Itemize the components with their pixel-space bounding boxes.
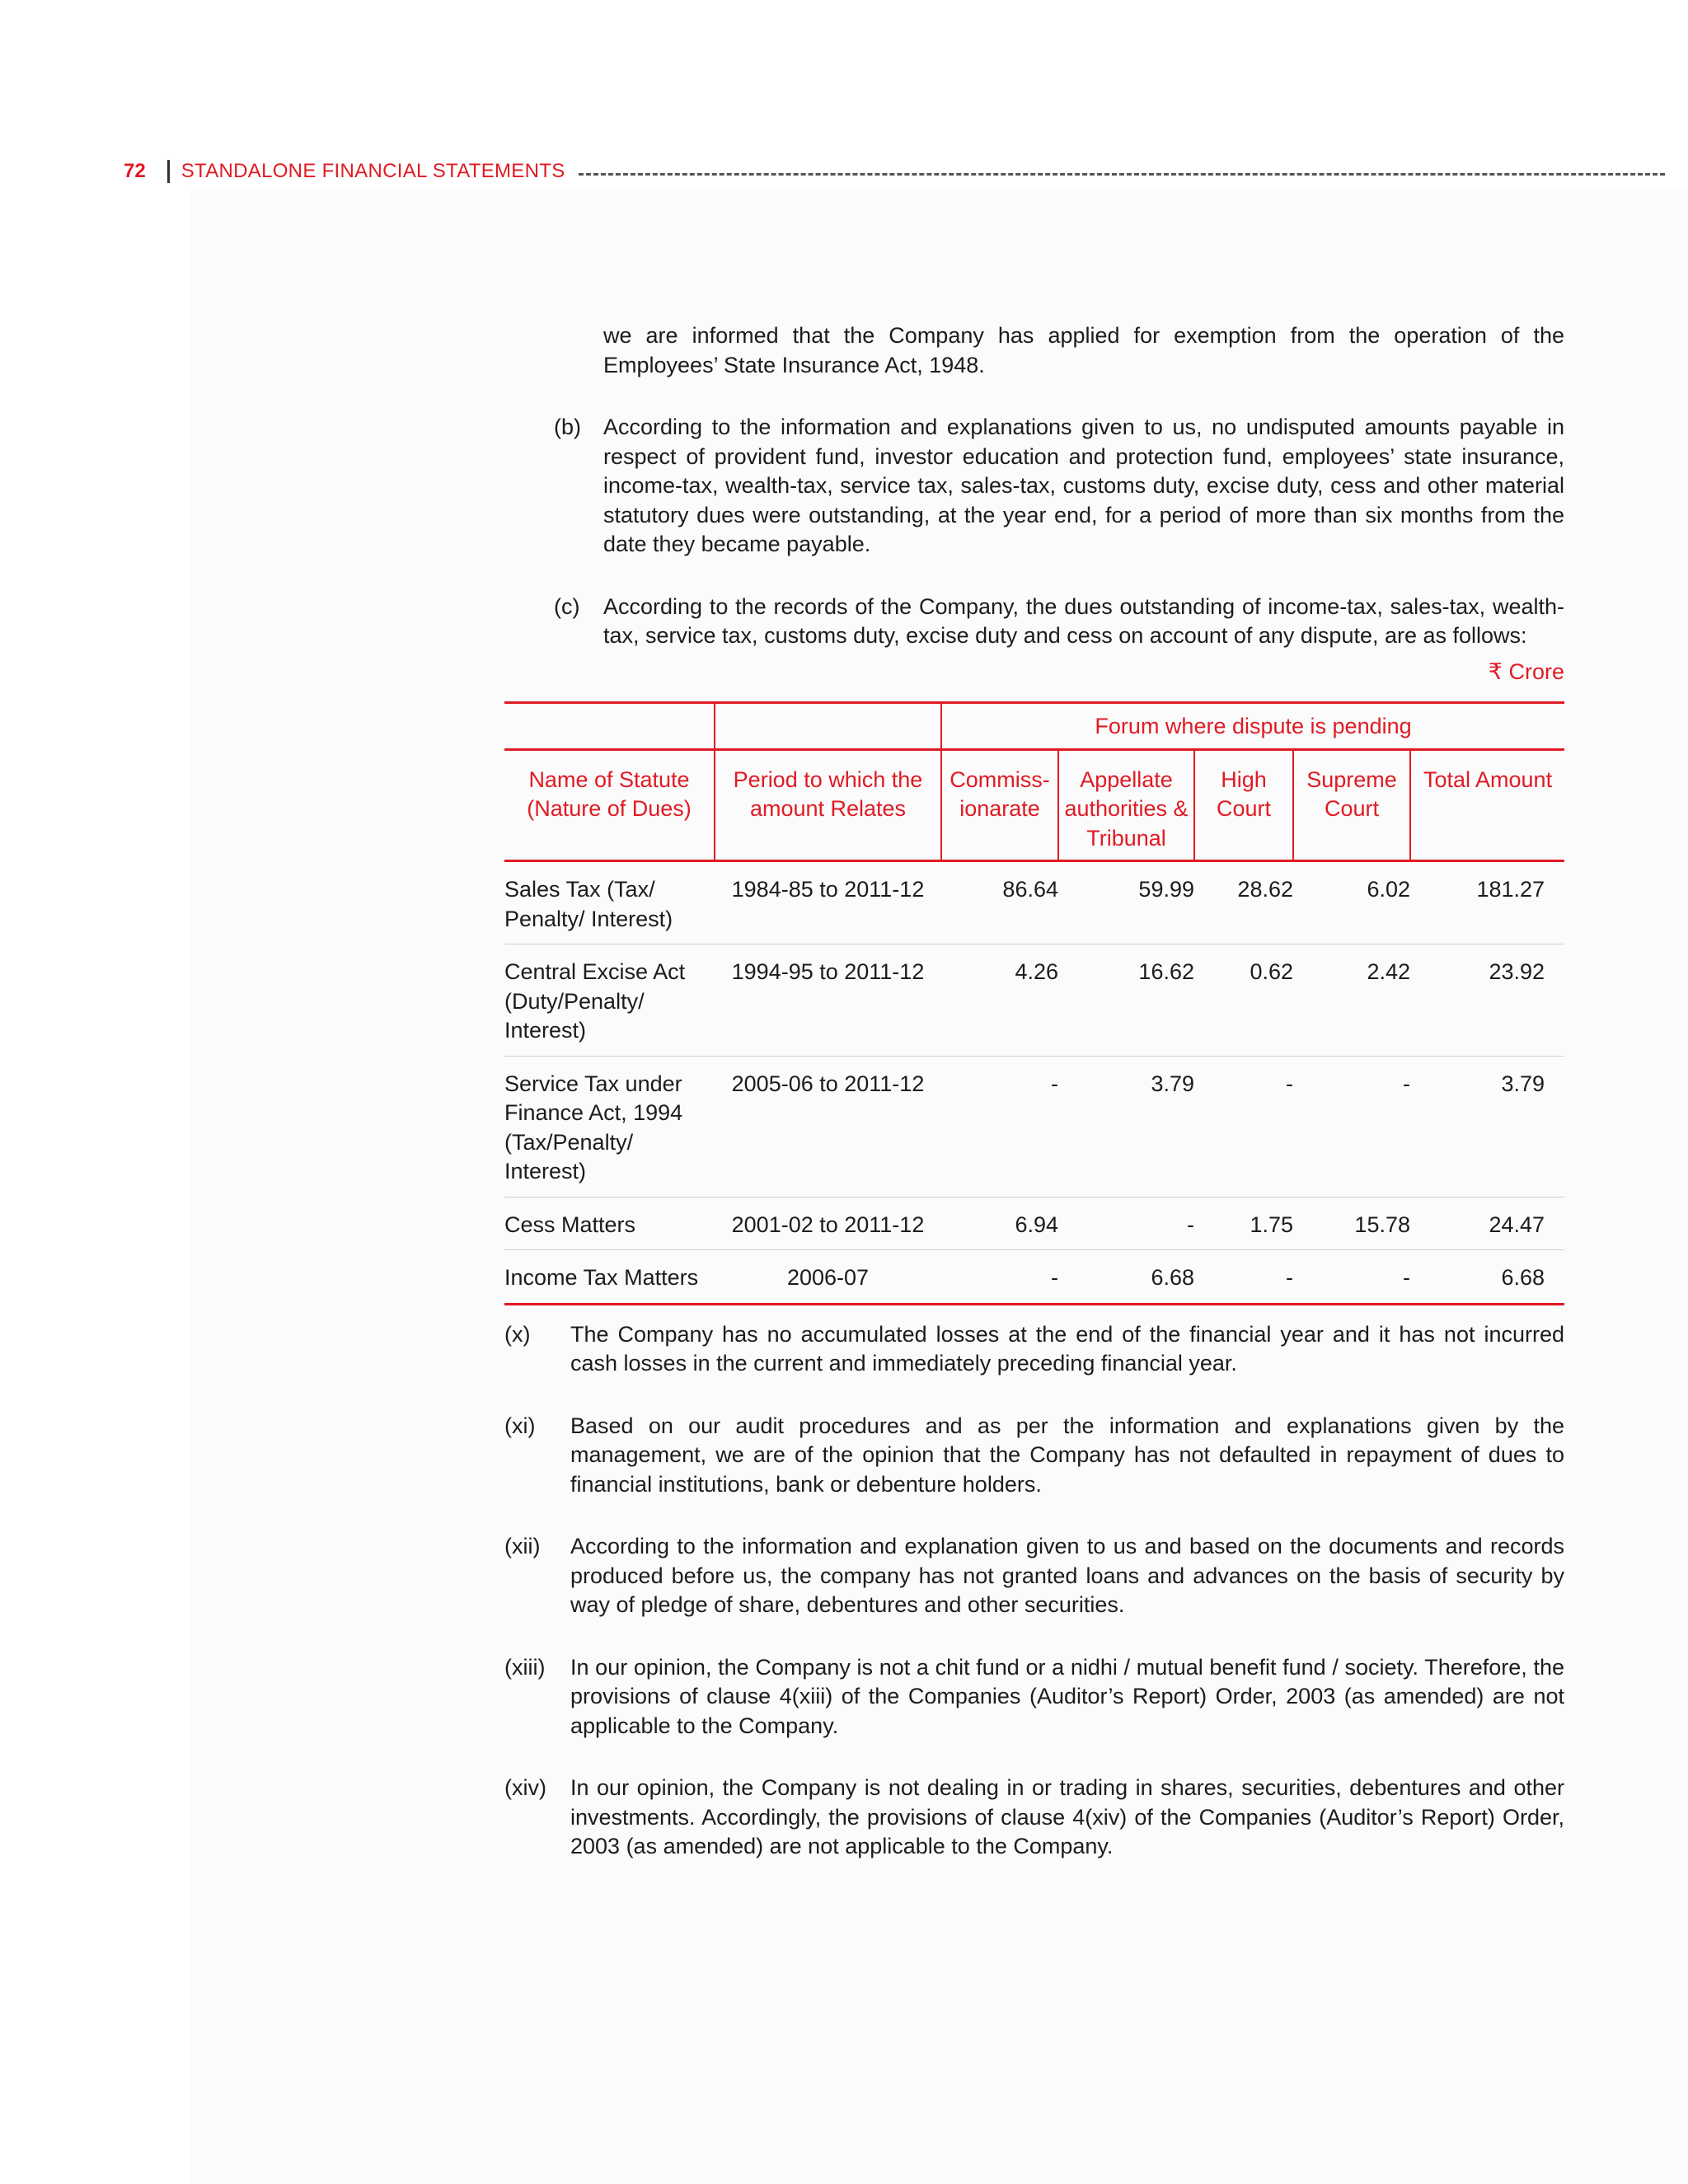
- cell-commissionarate: -: [941, 1250, 1058, 1305]
- clause-label: (xii): [504, 1534, 541, 1558]
- cell-statute: Sales Tax (Tax/ Penalty/ Interest): [504, 861, 715, 944]
- clause-list: [504, 1320, 1564, 1862]
- section-title: STANDALONE FINANCIAL STATEMENTS: [181, 160, 565, 182]
- cell-supreme-court: 2.42: [1293, 944, 1410, 1057]
- cell-period: 1984-85 to 2011-12: [715, 861, 941, 944]
- cell-total: 3.79: [1410, 1056, 1564, 1197]
- paragraph-text: According to the information and explanations given to us, no undisputed amounts payable in respect of provident fund, investor education and protection fund, employees’ state insurance, income-tax, wealth-tax, service tax, sales-tax, customs duty, excise duty, cess and other material statutory dues were outstanding, at the year end, for a period of more than six months from the date they became payable.: [603, 415, 1564, 556]
- cell-appellate: -: [1058, 1197, 1194, 1250]
- clause-text: In our opinion, the Company is not a chit fund or a nidhi / mutual benefit fund / society. Therefore, the provisions of clause 4(xiii) of the Companies (Auditor’s Report) Order, 2003 (as amended) are not applicable to the Company.: [570, 1654, 1564, 1738]
- cell-supreme-court: 6.02: [1293, 861, 1410, 944]
- clause-xiv: [504, 1774, 1564, 1862]
- clause-text: According to the information and explanation given to us and based on the documents and records produced before us, the company has not granted loans and advances on the basis of security by way of pledge of share, debentures and other securities.: [570, 1534, 1564, 1617]
- paragraph-label: (b): [554, 415, 581, 439]
- cell-high-court: -: [1194, 1250, 1293, 1305]
- clause-text: The Company has no accumulated losses at the end of the financial year and it has not incurred cash losses in the current and immediately preceding financial year.: [570, 1321, 1564, 1376]
- cell-high-court: 1.75: [1194, 1197, 1293, 1250]
- cell-appellate: 6.68: [1058, 1250, 1194, 1305]
- clause-x: [504, 1320, 1564, 1379]
- cell-commissionarate: -: [941, 1056, 1058, 1197]
- page-number: 72: [124, 160, 146, 182]
- clause-text: Based on our audit procedures and as per the information and explanations given by the management, we are of the opinion that the Company has not defaulted in repayment of dues to financial institutions, bank or debenture holders.: [570, 1413, 1564, 1497]
- cell-appellate: 59.99: [1058, 861, 1194, 944]
- clause-label: (xiii): [504, 1654, 546, 1680]
- column-header-supreme-court: Supreme Court: [1293, 749, 1410, 861]
- cell-supreme-court: 15.78: [1293, 1197, 1410, 1250]
- column-header-statute: Name of Statute (Nature of Dues): [504, 749, 715, 861]
- cell-total: 23.92: [1410, 944, 1564, 1057]
- clause-xi: [504, 1412, 1564, 1500]
- cell-statute: Cess Matters: [504, 1197, 715, 1250]
- forum-group-header: Forum where dispute is pending: [941, 703, 1564, 750]
- table-row: [504, 1250, 1564, 1305]
- paragraph-text: According to the records of the Company, the dues outstanding of income-tax, sales-tax, wealth-tax, service tax, customs duty, excise duty and cess on account of any dispute, are as follows:: [603, 593, 1564, 648]
- clause-label: (xiv): [504, 1775, 546, 1800]
- cell-high-court: 0.62: [1194, 944, 1293, 1057]
- cell-period: 1994-95 to 2011-12: [715, 944, 941, 1057]
- cell-commissionarate: 4.26: [941, 944, 1058, 1057]
- cell-total: 181.27: [1410, 861, 1564, 944]
- header-blank-cell: [715, 703, 941, 750]
- header-dashed-rule: [579, 173, 1665, 176]
- disputed-dues-table: [504, 701, 1564, 1305]
- paragraph-b: [554, 413, 1564, 560]
- cell-total: 6.68: [1410, 1250, 1564, 1305]
- cell-statute: Central Excise Act (Duty/Penalty/ Interest): [504, 944, 715, 1057]
- header-divider: [167, 160, 170, 183]
- cell-period: 2001-02 to 2011-12: [715, 1197, 941, 1250]
- cell-period: 2006-07: [715, 1250, 941, 1305]
- paragraph-c: [554, 593, 1564, 651]
- intro-paragraph: we are informed that the Company has applied for exemption from the operation of the Employees’ State Insurance Act, 1948.: [603, 323, 1564, 377]
- cell-period: 2005-06 to 2011-12: [715, 1056, 941, 1197]
- table-row: [504, 1056, 1564, 1197]
- clause-text: In our opinion, the Company is not dealing in or trading in shares, securities, debentures and other investments. Accordingly, the provisions of clause 4(xiv) of the Companies (Auditor’s Report) Order, 2003 (as amended) are not applicable to the Company.: [570, 1775, 1564, 1858]
- column-header-commissionarate: Commiss-ionarate: [941, 749, 1058, 861]
- table-row: [504, 944, 1564, 1057]
- column-header-appellate: Appellate authorities & Tribunal: [1058, 749, 1194, 861]
- cell-appellate: 3.79: [1058, 1056, 1194, 1197]
- column-header-period: Period to which the amount Relates: [715, 749, 941, 861]
- column-header-total: Total Amount: [1410, 749, 1564, 861]
- clause-xiii: [504, 1653, 1564, 1741]
- table-row: [504, 861, 1564, 944]
- paragraph-label: (c): [554, 593, 580, 619]
- cell-commissionarate: 86.64: [941, 861, 1058, 944]
- unit-label: ₹ Crore: [1488, 658, 1564, 684]
- header-blank-cell: [504, 703, 715, 750]
- cell-supreme-court: -: [1293, 1250, 1410, 1305]
- cell-commissionarate: 6.94: [941, 1197, 1058, 1250]
- clause-xii: [504, 1532, 1564, 1620]
- cell-appellate: 16.62: [1058, 944, 1194, 1057]
- table-row: [504, 1197, 1564, 1250]
- cell-statute: Income Tax Matters: [504, 1250, 715, 1305]
- cell-high-court: 28.62: [1194, 861, 1293, 944]
- clause-label: (xi): [504, 1413, 536, 1438]
- cell-supreme-court: -: [1293, 1056, 1410, 1197]
- clause-label: (x): [504, 1321, 531, 1347]
- column-header-high-court: High Court: [1194, 749, 1293, 861]
- page-header: [124, 157, 1665, 186]
- cell-high-court: -: [1194, 1056, 1293, 1197]
- page-content: [504, 321, 1564, 1895]
- cell-statute: Service Tax under Finance Act, 1994 (Tax/Penalty/ Interest): [504, 1056, 715, 1197]
- cell-total: 24.47: [1410, 1197, 1564, 1250]
